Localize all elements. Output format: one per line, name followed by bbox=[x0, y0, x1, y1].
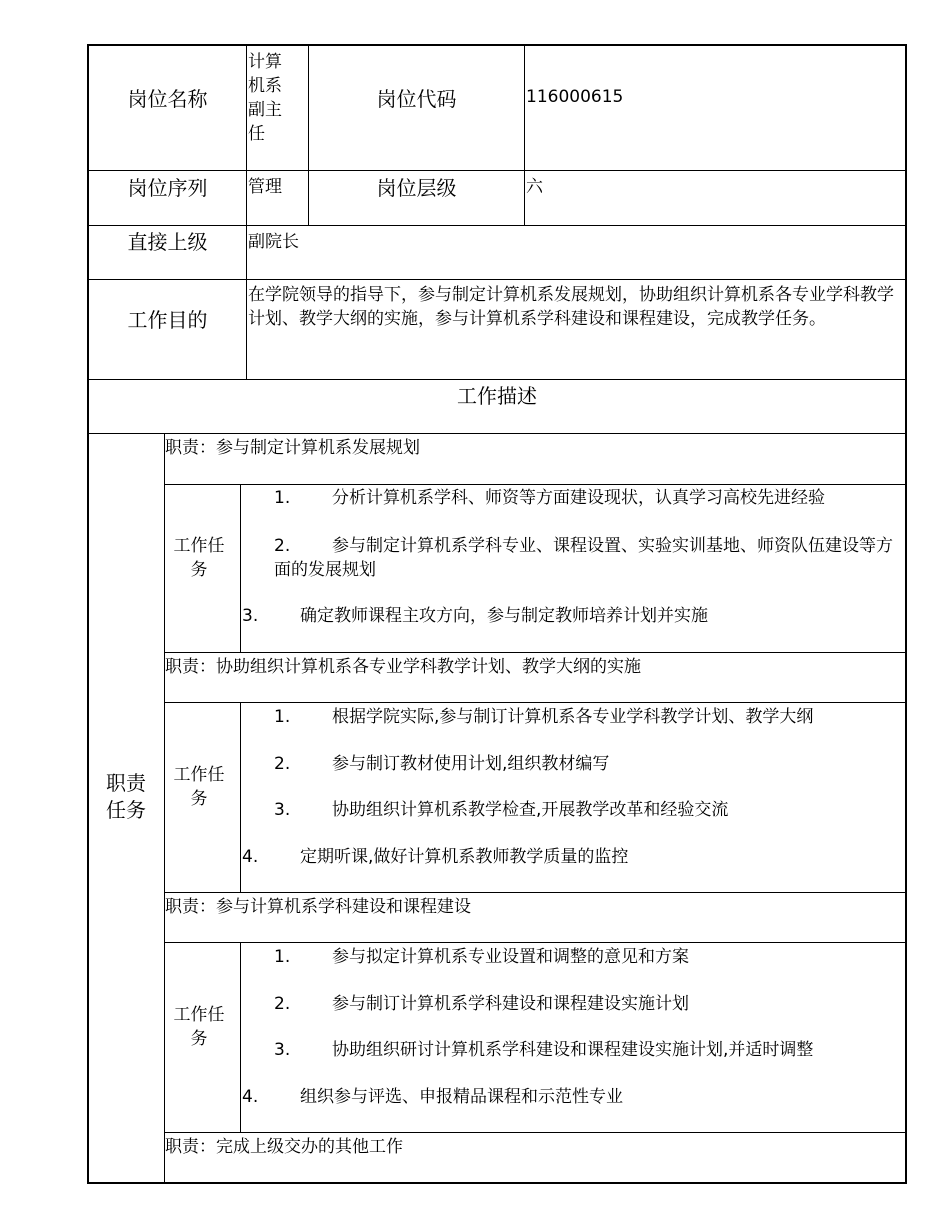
post-level-label: 岗位层级 bbox=[376, 176, 457, 200]
table-border-right bbox=[905, 44, 907, 1184]
row-divider bbox=[87, 279, 907, 280]
duties-label: 职责任务 bbox=[106, 771, 146, 822]
duty-title: 职责：参与制定计算机系发展规划 bbox=[165, 438, 420, 458]
row-divider bbox=[164, 484, 907, 485]
work-description-heading: 工作描述 bbox=[457, 384, 537, 408]
post-name-label: 岗位名称 bbox=[127, 87, 208, 111]
task-text: 参与拟定计算机系专业设置和调整的意见和方案 bbox=[332, 947, 689, 967]
post-code-value: 116000615 bbox=[526, 87, 624, 107]
post-seq-label: 岗位序列 bbox=[127, 176, 208, 200]
duty-title: 职责：完成上级交办的其他工作 bbox=[165, 1137, 403, 1157]
task-text: 根据学院实际,参与制订计算机系各专业学科教学计划、教学大纲 bbox=[332, 707, 814, 727]
row-divider bbox=[164, 892, 907, 893]
row-divider bbox=[87, 170, 907, 171]
superior-value: 副院长 bbox=[248, 232, 299, 252]
task-text: 协助组织研讨计算机系学科建设和课程建设实施计划,并适时调整 bbox=[332, 1040, 814, 1060]
col-divider bbox=[246, 44, 247, 380]
post-code-label: 岗位代码 bbox=[376, 87, 457, 111]
task-text: 协助组织计算机系教学检查,开展教学改革和经验交流 bbox=[332, 800, 729, 820]
post-level-value: 六 bbox=[526, 177, 543, 197]
col-divider bbox=[240, 942, 241, 1133]
task-number: 2. bbox=[274, 754, 291, 774]
col-divider bbox=[524, 44, 525, 226]
task-text: 定期听课,做好计算机系教师教学质量的监控 bbox=[300, 847, 629, 867]
row-divider bbox=[164, 702, 907, 703]
task-number: 1. bbox=[274, 947, 291, 967]
table-border-left bbox=[87, 44, 89, 1184]
task-text: 组织参与评选、申报精品课程和示范性专业 bbox=[300, 1087, 623, 1107]
task-number: 3. bbox=[274, 1040, 291, 1060]
task-number: 1. bbox=[274, 488, 291, 508]
task-number: 2. bbox=[274, 536, 291, 556]
row-divider bbox=[87, 225, 907, 226]
task-number: 2. bbox=[274, 994, 291, 1014]
row-divider bbox=[87, 433, 907, 434]
col-divider bbox=[164, 433, 165, 1183]
col-divider bbox=[240, 702, 241, 893]
task-text: 参与制订计算机系学科建设和课程建设实施计划 bbox=[332, 994, 689, 1014]
row-divider bbox=[87, 379, 907, 380]
row-divider bbox=[164, 652, 907, 653]
duty-title: 职责：协助组织计算机系各专业学科教学计划、教学大纲的实施 bbox=[165, 657, 641, 677]
task-text: 参与制订教材使用计划,组织教材编写 bbox=[332, 754, 610, 774]
post-name-value: 计算机系副主任 bbox=[248, 52, 282, 144]
table-border-top bbox=[87, 44, 907, 46]
task-label: 工作任务 bbox=[173, 765, 225, 809]
task-text: 分析计算机系学科、师资等方面建设现状，认真学习高校先进经验 bbox=[332, 488, 825, 508]
row-divider bbox=[164, 942, 907, 943]
col-divider bbox=[240, 484, 241, 653]
task-label: 工作任务 bbox=[173, 1005, 225, 1049]
task-number: 4. bbox=[242, 1087, 259, 1107]
task-text: 参与制定计算机系学科专业、课程设置、实验实训基地、师资队伍建设等方面的发展规划 bbox=[274, 536, 893, 580]
task-number: 3. bbox=[242, 606, 259, 626]
post-seq-value: 管理 bbox=[248, 177, 282, 197]
task-number: 4. bbox=[242, 847, 259, 867]
purpose-label: 工作目的 bbox=[127, 308, 208, 332]
purpose-value: 在学院领导的指导下，参与制定计算机系发展规划，协助组织计算机系各专业学科教学计划、教学大纲的实施，参与计算机系学科建设和课程建设，完成教学任务。 bbox=[248, 285, 894, 329]
duty-title: 职责：参与计算机系学科建设和课程建设 bbox=[165, 897, 471, 917]
task-text: 确定教师课程主攻方向，参与制定教师培养计划并实施 bbox=[300, 606, 708, 626]
table-border-bottom bbox=[87, 1182, 907, 1184]
task-number: 3. bbox=[274, 800, 291, 820]
superior-label: 直接上级 bbox=[127, 230, 208, 254]
task-number: 1. bbox=[274, 707, 291, 727]
task-label: 工作任务 bbox=[173, 536, 225, 580]
row-divider bbox=[164, 1132, 907, 1133]
